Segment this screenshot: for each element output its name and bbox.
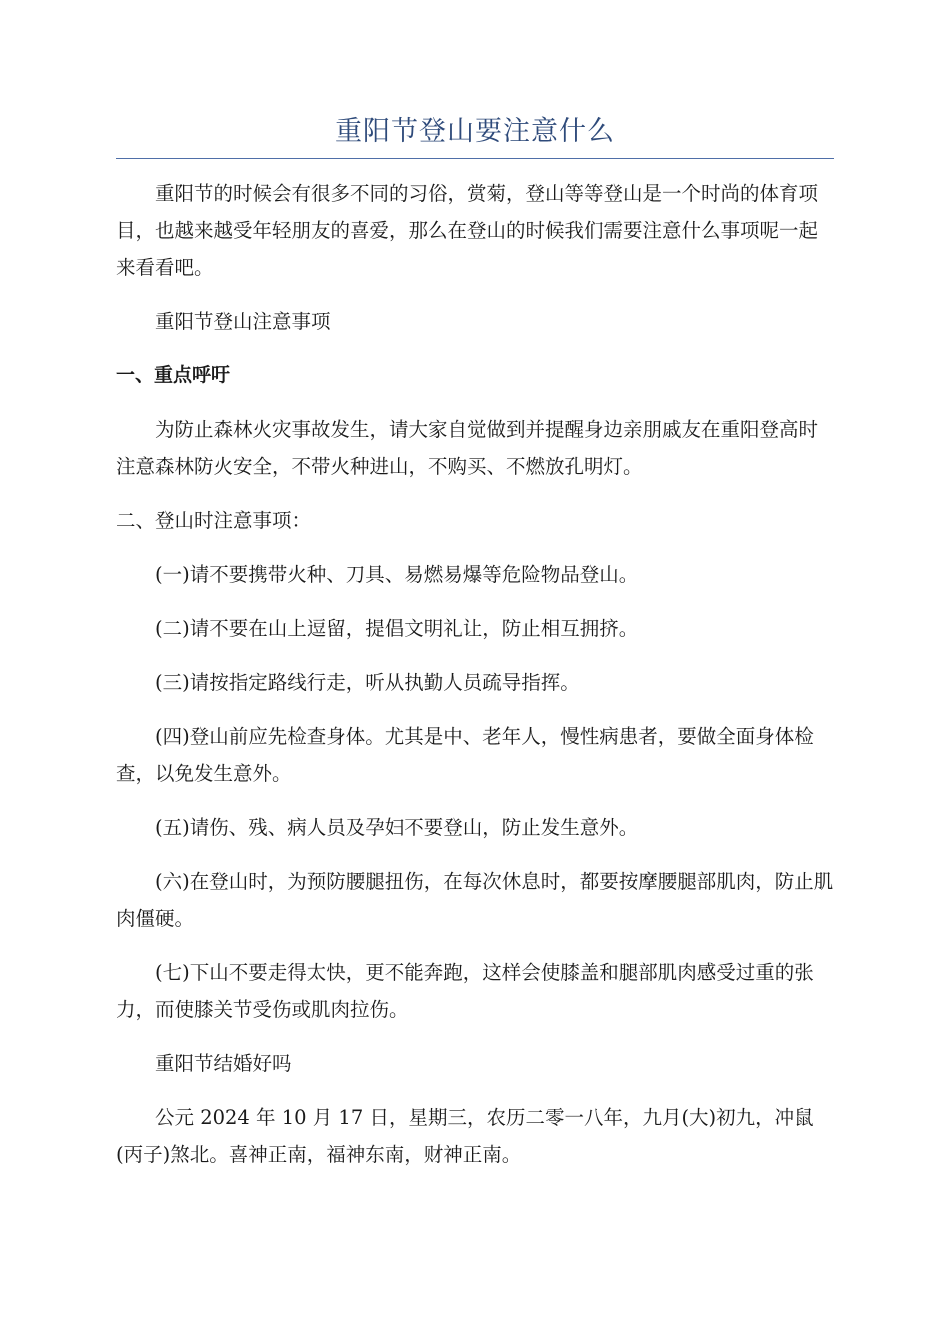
list-item: (六)在登山时，为预防腰腿扭伤，在每次休息时，都要按摩腰腿部肌肉，防止肌肉僵硬。 xyxy=(116,870,834,930)
intro-paragraph: 重阳节的时候会有很多不同的习俗，赏菊，登山等等登山是一个时尚的体育项目，也越来越受年轻朋友的喜爱，那么在登山的时候我们需要注意什么事项呢一起来看看吧。 xyxy=(116,182,819,279)
title-underline xyxy=(116,158,834,159)
list-item: (三)请按指定路线行走，听从执勤人员疏导指挥。 xyxy=(155,671,580,694)
section-1-heading: 一、重点呼吁 xyxy=(116,364,231,386)
list-item: (一)请不要携带火种、刀具、易燃易爆等危险物品登山。 xyxy=(155,563,639,586)
section-2-heading: 二、登山时注意事项： xyxy=(116,509,312,532)
list-item: (五)请伤、残、病人员及孕妇不要登山，防止发生意外。 xyxy=(155,816,639,839)
closing-paragraph: 公元 2024 年 10 月 17 日，星期三，农历二零一八年，九月(大)初九，冲鼠(丙子)煞北。喜神正南，福神东南，财神正南。 xyxy=(116,1106,814,1166)
subheading-marriage: 重阳节结婚好吗 xyxy=(155,1052,292,1075)
list-item: (四)登山前应先检查身体。尤其是中、老年人，慢性病患者，要做全面身体检查，以免发生意外。 xyxy=(116,725,814,785)
document-page xyxy=(116,112,834,1190)
list-item: (七)下山不要走得太快，更不能奔跑，这样会使膝盖和腿部肌肉感受过重的张力，而使膝关节受伤或肌肉拉伤。 xyxy=(116,961,814,1021)
list-item: (二)请不要在山上逗留，提倡文明礼让，防止相互拥挤。 xyxy=(155,617,639,640)
section-1-paragraph: 为防止森林火灾事故发生，请大家自觉做到并提醒身边亲朋戚友在重阳登高时注意森林防火安全，不带火种进山，不购买、不燃放孔明灯。 xyxy=(116,418,819,478)
subheading-precautions: 重阳节登山注意事项 xyxy=(155,310,331,333)
document-title: 重阳节登山要注意什么 xyxy=(335,116,615,147)
